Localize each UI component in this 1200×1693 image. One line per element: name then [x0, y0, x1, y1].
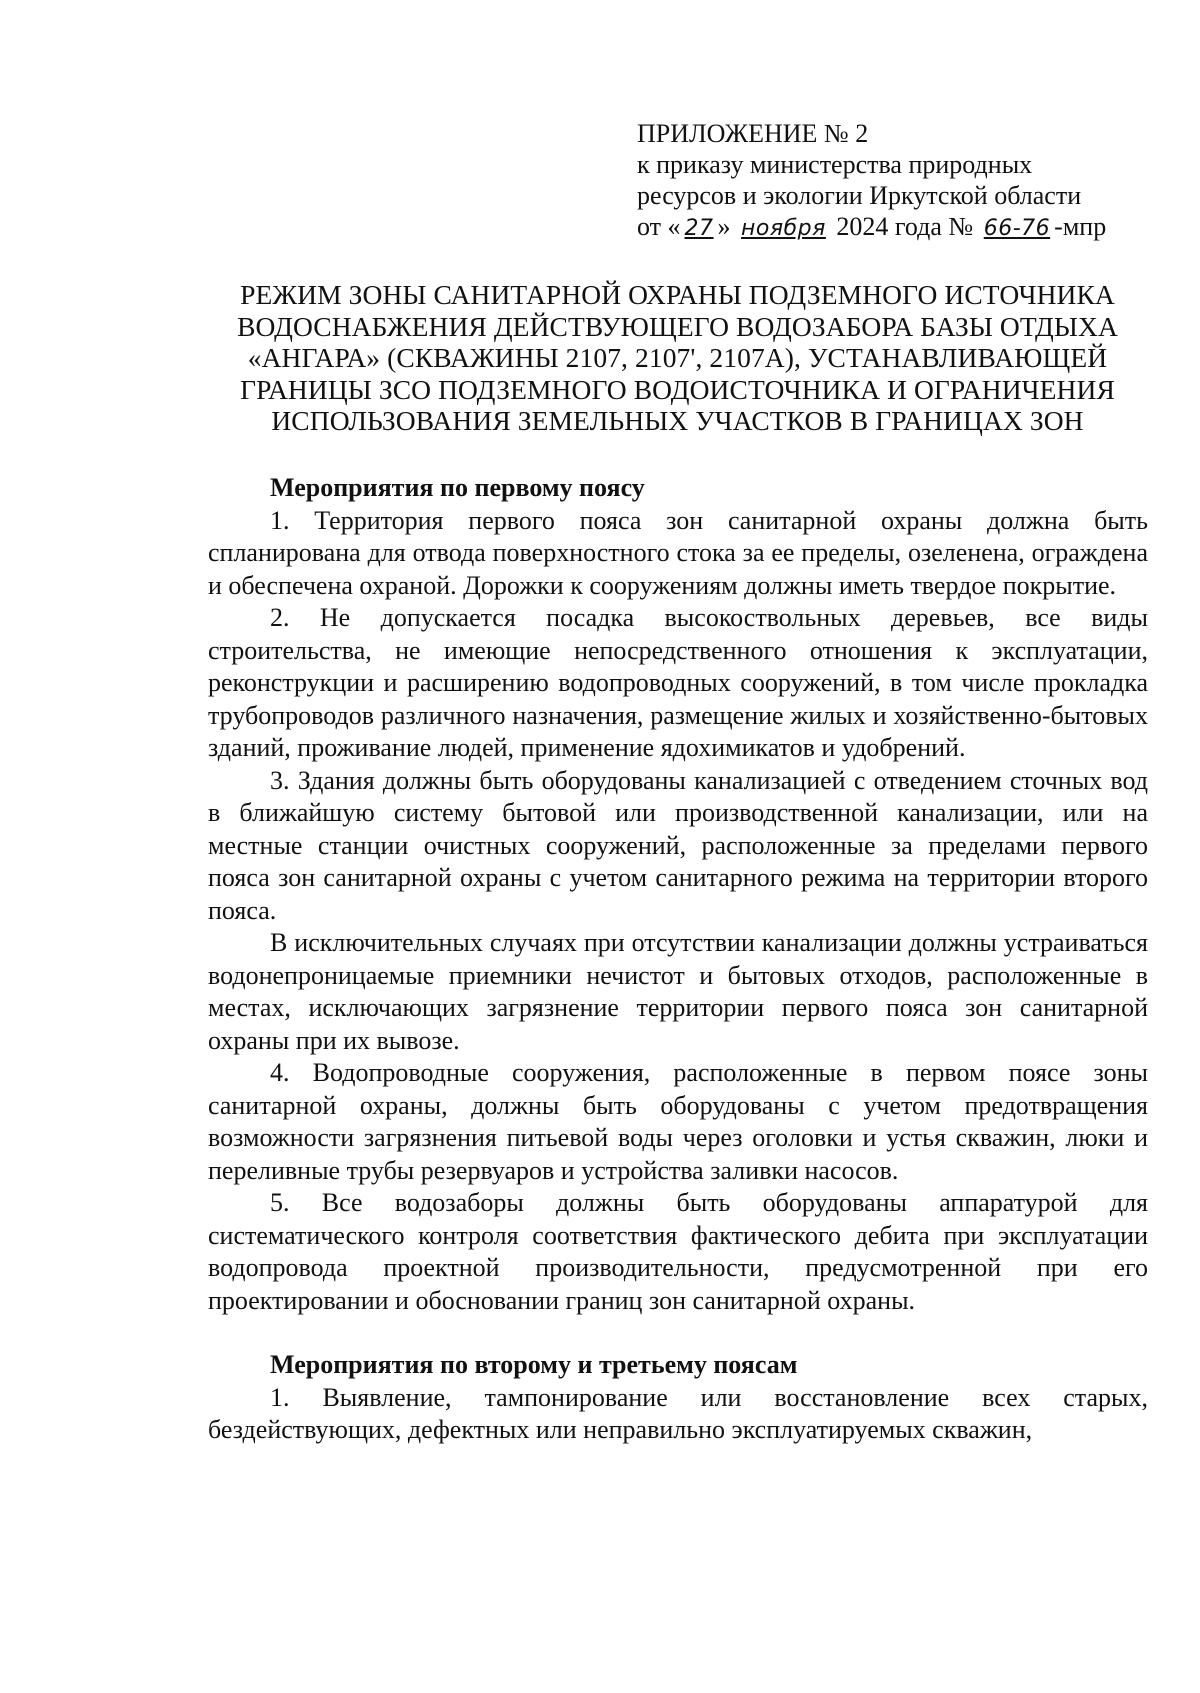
appendix-line-1: к приказу министерства природных — [637, 150, 1033, 179]
title-line-2: ВОДОСНАБЖЕНИЯ ДЕЙСТВУЮЩЕГО ВОДОЗАБОРА БАЗЫ ОТДЫХА — [237, 310, 1118, 342]
date-mid: » — [717, 212, 731, 241]
order-suffix: -мпр — [1054, 212, 1107, 241]
paragraph: 1. Выявление, тампонирование или восстановление всех старых, бездействующих, дефектных или неправильно эксплуатируемых скважин, — [208, 1382, 1148, 1444]
appendix-title: ПРИЛОЖЕНИЕ № 2 — [637, 119, 869, 148]
handwritten-day: 27 — [684, 216, 714, 241]
paragraph: 2. Не допускается посадка высокоствольных деревьев, все виды строительства, не имеющие непосредственного отношения к эксплуатации, реконструкции и расширению водопроводных сооружений, в том числе прокладка трубопроводов различного назначения, размещение жилых и хозяйственно-бытовых зданий, проживание людей, применение ядохимикатов и удобрений. — [208, 603, 1148, 762]
paragraph: В исключительных случаях при отсутствии канализации должны устраиваться водонепроницаемые приемники нечистот и бытовых отходов, расположенные в местах, исключающих загрязнение территории первого пояса зон санитарной охраны при их вывозе. — [208, 928, 1148, 1055]
document-title — [205, 279, 1150, 437]
handwritten-month: ноября — [741, 216, 826, 241]
paragraph: 3. Здания должны быть оборудованы канализацией с отведением сточных вод в ближайшую систему бытовой или производственной канализации, или на местные станции очистных сооружений, расположенные за пределами первого пояса зон санитарной охраны с учетом санитарного режима на территории второго пояса. — [208, 765, 1148, 925]
paragraph: 1. Территория первого пояса зон санитарной охраны должна быть спланирована для отвода поверхностного стока за ее пределы, озеленена, ограждена и обеспечена охраной. Дорожки к сооружениям должны иметь твердое покрытие. — [208, 505, 1148, 600]
handwritten-order-number: 66-76 — [983, 216, 1051, 241]
date-prefix: от « — [637, 212, 681, 241]
section-heading-first-belt: Мероприятия по первому поясу — [270, 473, 645, 502]
appendix-block — [637, 118, 1157, 244]
title-line-3: «АНГАРА» (СКВАЖИНЫ 2107, 2107', 2107А), УСТАНАВЛИВАЮЩЕЙ — [247, 342, 1108, 373]
title-line-1: РЕЖИМ ЗОНЫ САНИТАРНОЙ ОХРАНЫ ПОДЗЕМНОГО ИСТОЧНИКА — [240, 279, 1115, 310]
title-line-4: ГРАНИЦЫ ЗСО ПОДЗЕМНОГО ВОДОИСТОЧНИКА И ОГРАНИЧЕНИЯ — [240, 373, 1115, 405]
paragraph: 5. Все водозаборы должны быть оборудованы аппаратурой для систематического контроля соответствия фактического дебита при эксплуатации водопровода проектной производительности, предусмотренной при его проектировании и обосновании границ зон санитарной охраны. — [208, 1188, 1148, 1315]
document-body — [208, 472, 1148, 1447]
section-heading-second-third-belts: Мероприятия по второму и третьему поясам — [270, 1350, 798, 1379]
title-line-5: ИСПОЛЬЗОВАНИЯ ЗЕМЕЛЬНЫХ УЧАСТКОВ В ГРАНИЦАХ ЗОН — [271, 405, 1084, 436]
appendix-line-2: ресурсов и экологии Иркутской области — [637, 181, 1082, 210]
date-year: 2024 года № — [836, 212, 974, 241]
paragraph: 4. Водопроводные сооружения, расположенные в первом поясе зоны санитарной охраны, должны быть оборудованы с учетом предотвращения возможности загрязнения питьевой воды через оголовки и устья скважин, люки и переливные трубы резервуаров и устройства заливки насосов. — [208, 1058, 1148, 1185]
appendix-date-line — [637, 211, 1157, 244]
